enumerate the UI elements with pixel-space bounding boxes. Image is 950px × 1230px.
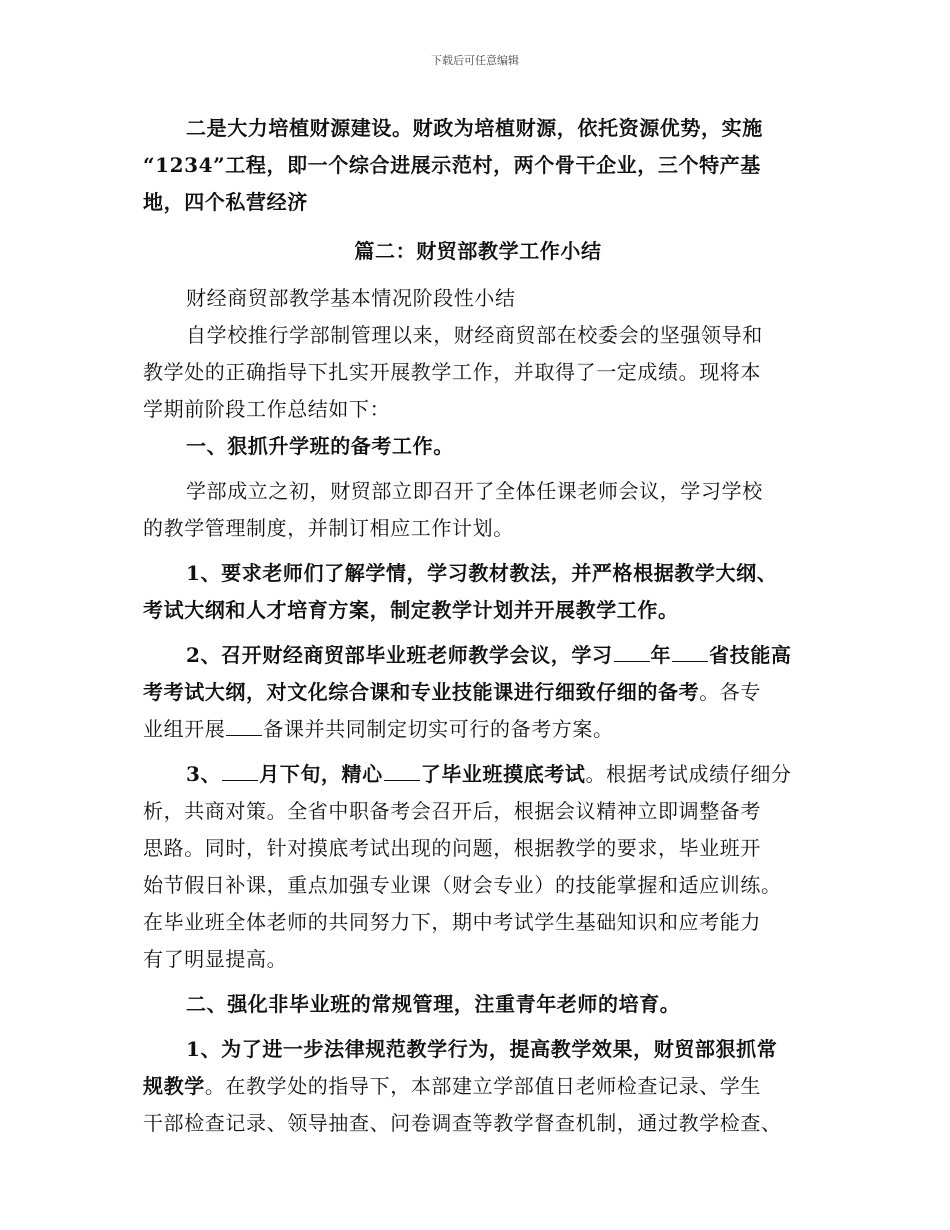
text-segment: 。在教学处的指导下，本部建立学部值日老师检查记录、学生: [204, 1074, 762, 1098]
paragraph-line: 干部检查记录、领导抽查、问卷调查等教学督查机制，通过教学检查、: [143, 1111, 782, 1135]
list-item-4: [143, 1031, 813, 1142]
paragraph-line: 1、要求老师们了解学情，学习教材教法，并严格根据教学大纲、: [186, 561, 778, 585]
text-segment-bold: 规教学: [143, 1074, 205, 1098]
paragraph-line: 的教学管理制度，并制订相应工作计划。: [143, 516, 514, 540]
paragraph-line: [143, 711, 813, 748]
text-segment-bold: 3、: [186, 762, 222, 786]
blank-underline: [226, 717, 262, 736]
paragraph-line: 有了明显提高。: [143, 947, 288, 971]
text-segment: 备课并共同制定切实可行的备考方案。: [263, 717, 614, 741]
paragraph-line: 教学处的正确指导下扎实开展教学工作，并取得了一定成绩。现将本: [143, 360, 761, 384]
text-segment: 。根据考试成绩仔细分: [585, 762, 792, 786]
list-item-2: [143, 637, 813, 748]
blank-underline: [222, 762, 258, 781]
paragraph-department-founding: [143, 473, 813, 547]
paragraph-line: 学期前阶段工作总结如下：: [143, 397, 391, 421]
list-item-3: [143, 756, 813, 978]
paragraph-financial-source: [143, 110, 813, 221]
paragraph-line: 始节假日补课，重点加强专业课（财会专业）的技能掌握和适应训练。: [143, 873, 782, 897]
blank-underline: [672, 643, 708, 662]
page-header: 下载后可任意编辑: [431, 54, 519, 67]
paragraph-line: 1、为了进一步法律规范教学行为，提高教学效果，财贸部狠抓常: [186, 1037, 778, 1061]
text-segment-bold: 了毕业班摸底考试: [420, 762, 586, 786]
paragraph-line: [143, 637, 813, 674]
subtitle: 财经商贸部教学基本情况阶段性小结: [186, 286, 516, 310]
heading-one: 一、狠抓升学班的备考工作。: [186, 434, 454, 458]
text-segment: 年: [650, 643, 672, 667]
text-segment: 省技能高: [709, 643, 792, 667]
paragraph-line: 思路。同时，针对摸底考试出现的问题，根据教学的要求，毕业班开: [143, 836, 761, 860]
list-item-1: [143, 555, 813, 629]
document-body: [143, 110, 813, 1142]
paragraph-line: [143, 674, 813, 711]
text-segment: 2、召开财经商贸部毕业班老师教学会议，学习: [186, 643, 613, 667]
paragraph-line: 在毕业班全体老师的共同努力下，期中考试学生基础知识和应考能力: [143, 910, 761, 934]
text-segment: 。各专: [699, 680, 762, 704]
text-segment-bold: 考考试大纲，对文化综合课和专业技能课进行细致仔细的备考: [143, 680, 700, 704]
blank-underline: [614, 643, 650, 662]
paragraph-line: 地，四个私营经济: [143, 190, 308, 214]
paragraph-line: “1234”工程，即一个综合进展示范村，两个骨干企业，三个特产基: [143, 153, 761, 177]
paragraph-line: [143, 1068, 813, 1105]
paragraph-intro: [143, 317, 813, 428]
text-segment: 业组开展: [143, 717, 226, 741]
section-title: 篇二：财贸部教学工作小结: [354, 239, 602, 263]
paragraph-line: [143, 756, 813, 793]
text-segment-bold: 月下旬，精心: [259, 762, 383, 786]
paragraph-line: 自学校推行学部制管理以来，财经商贸部在校委会的坚强领导和: [186, 323, 763, 347]
paragraph-line: 析，共商对策。全省中职备考会召开后，根据会议精神立即调整备考: [143, 799, 761, 823]
blank-underline: [384, 762, 420, 781]
heading-two: 二、强化非毕业班的常规管理，注重青年老师的培育。: [186, 992, 681, 1016]
paragraph-line: 二是大力培植财源建设。财政为培植财源，依托资源优势，实施: [186, 116, 763, 140]
paragraph-line: 考试大纲和人才培育方案，制定教学计划并开展教学工作。: [143, 598, 679, 622]
paragraph-line: 学部成立之初，财贸部立即召开了全体任课老师会议，学习学校: [186, 479, 763, 503]
